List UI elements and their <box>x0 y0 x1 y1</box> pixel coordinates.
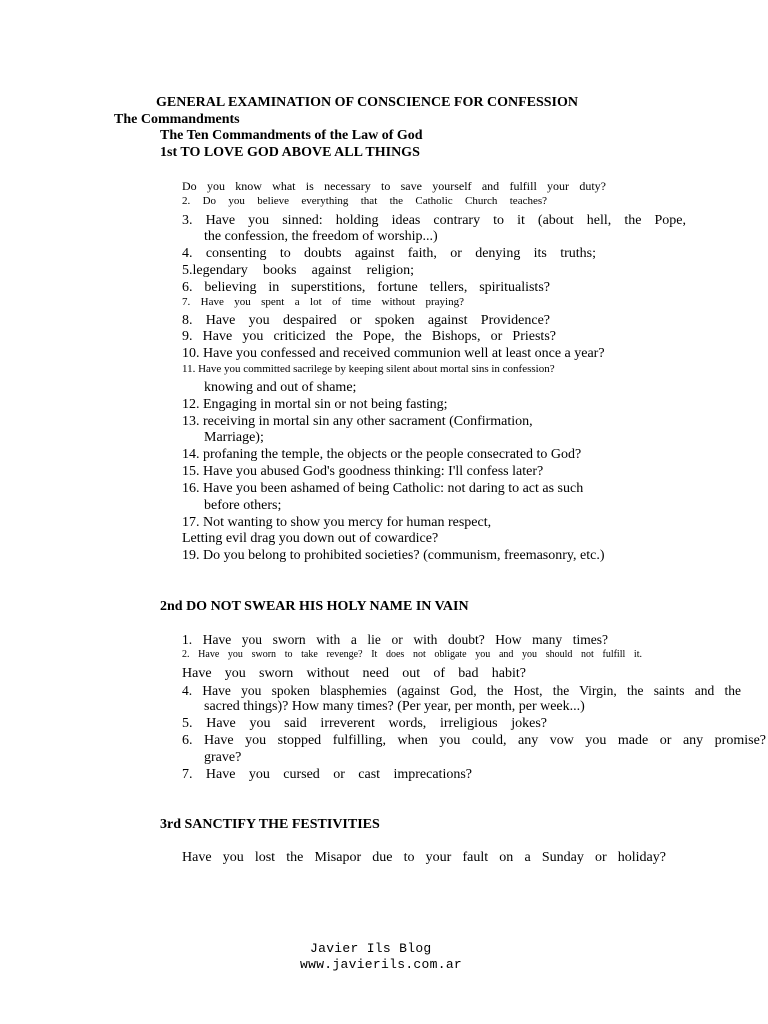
list-item: the confession, the freedom of worship...) <box>204 229 438 244</box>
list-item: before others; <box>204 498 282 513</box>
list-item: 6. Have you stopped fulfilling, when you could, any vow you made or any promise? <box>182 733 766 748</box>
list-item: sacred things)? How many times? (Per year, per month, per week...) <box>204 699 585 714</box>
document-title: GENERAL EXAMINATION OF CONSCIENCE FOR CONFESSION <box>156 95 578 110</box>
commandment-3-title: 3rd SANCTIFY THE FESTIVITIES <box>160 817 380 832</box>
commandment-2-title: 2nd DO NOT SWEAR HIS HOLY NAME IN VAIN <box>160 599 469 614</box>
list-item: 5. Have you said irreverent words, irreligious jokes? <box>182 716 547 731</box>
list-item: 4. Have you spoken blasphemies (against God, the Host, the Virgin, the saints and the <box>182 683 741 698</box>
list-item: 7. Have you spent a lot of time without praying? <box>182 296 464 308</box>
list-item: 5.legendary books against religion; <box>182 263 414 278</box>
list-item: 3. Have you sinned: holding ideas contrary to it (about hell, the Pope, <box>182 213 686 228</box>
list-item: 11. Have you committed sacrilege by keeping silent about mortal sins in confession? <box>182 363 555 375</box>
list-item: 12. Engaging in mortal sin or not being fasting; <box>182 397 448 412</box>
list-item: Marriage); <box>204 430 264 445</box>
list-item: 16. Have you been ashamed of being Catholic: not daring to act as such <box>182 481 584 496</box>
list-item: 8. Have you despaired or spoken against Providence? <box>182 313 550 328</box>
list-item: 1. Have you sworn with a lie or with doubt? How many times? <box>182 632 608 647</box>
list-item: 17. Not wanting to show you mercy for human respect, <box>182 515 492 530</box>
list-item: 19. Do you belong to prohibited societies? (communism, freemasonry, etc.) <box>182 548 605 563</box>
list-item: 6. believing in superstitions, fortune tellers, spiritualists? <box>182 280 550 295</box>
list-item: Letting evil drag you down out of cowardice? <box>182 531 439 546</box>
list-item: 14. profaning the temple, the objects or the people consecrated to God? <box>182 447 582 462</box>
list-item: grave? <box>204 750 242 765</box>
list-item: 13. receiving in mortal sin any other sacrament (Confirmation, <box>182 414 533 429</box>
list-item: Do you know what is necessary to save yourself and fulfill your duty? <box>182 179 606 193</box>
footer-url: www.javierils.com.ar <box>300 957 463 972</box>
list-item: 10. Have you confessed and received communion well at least once a year? <box>182 346 605 361</box>
list-item: Have you sworn without need out of bad habit? <box>182 666 526 681</box>
list-item: 15. Have you abused God's goodness thinking: I'll confess later? <box>182 464 544 479</box>
subsection-title: The Ten Commandments of the Law of God <box>160 128 423 143</box>
list-item: knowing and out of shame; <box>204 380 357 395</box>
list-item: 7. Have you cursed or cast imprecations? <box>182 767 472 782</box>
list-item: 2. Have you sworn to take revenge? It does not obligate you and you should not fulfill it. <box>182 649 642 660</box>
commandment-1-title: 1st TO LOVE GOD ABOVE ALL THINGS <box>160 145 420 160</box>
section-title: The Commandments <box>114 112 240 127</box>
list-item: 2. Do you believe everything that the Catholic Church teaches? <box>182 195 547 207</box>
list-item: 9. Have you criticized the Pope, the Bishops, or Priests? <box>182 329 556 344</box>
footer-blog-name: Javier Ils Blog <box>310 941 432 956</box>
list-item: Have you lost the Misapor due to your fault on a Sunday or holiday? <box>182 850 666 865</box>
list-item: 4. consenting to doubts against faith, or denying its truths; <box>182 246 596 261</box>
